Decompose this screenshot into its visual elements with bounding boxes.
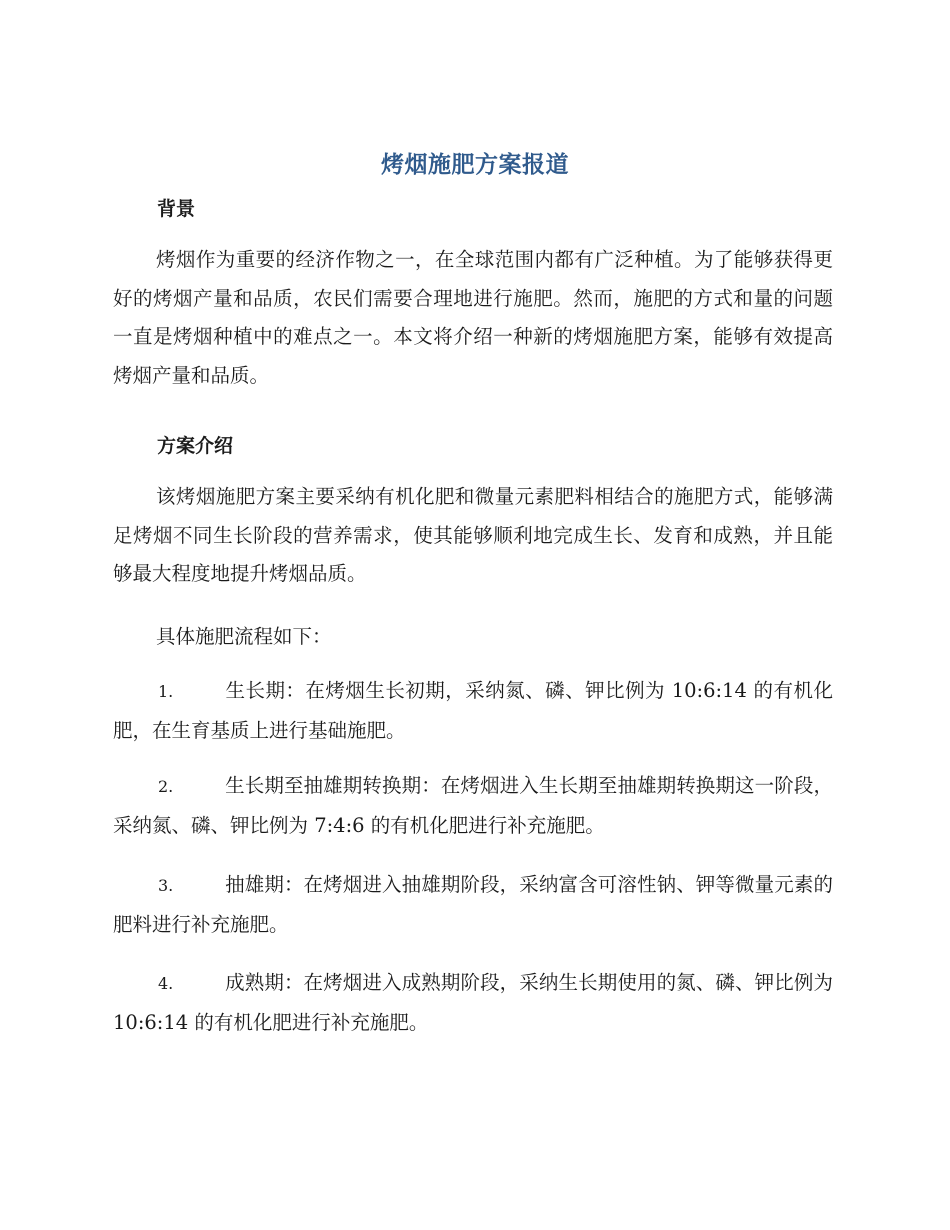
list-item-text: 生长期：在烤烟生长初期，采纳氮、磷、钾比例为 10:6:14 的有机化肥，在生育基质上进行基础施肥。: [113, 679, 833, 742]
list-item: [113, 866, 833, 944]
process-intro-paragraph: 具体施肥流程如下：: [156, 625, 332, 648]
list-item-text: 成熟期：在烤烟进入成熟期阶段，采纳生长期使用的氮、磷、钾比例为 10:6:14 的有机化肥进行补充施肥。: [113, 971, 833, 1034]
list-item: [113, 964, 833, 1042]
list-item-number: 3.: [158, 876, 174, 895]
list-item-number: 4.: [158, 974, 174, 993]
list-item: [113, 767, 833, 845]
list-item-number: 2.: [158, 777, 174, 796]
plan-paragraph: 该烤烟施肥方案主要采纳有机化肥和微量元素肥料相结合的施肥方式，能够满足烤烟不同生长阶段的营养需求，使其能够顺利地完成生长、发育和成熟，并且能够最大程度地提升烤烟品质。: [113, 485, 833, 585]
list-item-text: 抽雄期：在烤烟进入抽雄期阶段，采纳富含可溶性钠、钾等微量元素的肥料进行补充施肥。: [113, 873, 833, 936]
background-paragraph: 烤烟作为重要的经济作物之一，在全球范围内都有广泛种植。为了能够获得更好的烤烟产量和品质，农民们需要合理地进行施肥。然而，施肥的方式和量的问题一直是烤烟种植中的难点之一。本文将介绍一种新的烤烟施肥方案，能够有效提高烤烟产量和品质。: [113, 248, 833, 387]
document-title: 烤烟施肥方案报道: [381, 152, 569, 178]
list-item: [113, 672, 833, 750]
list-item-text: 生长期至抽雄期转换期：在烤烟进入生长期至抽雄期转换期这一阶段，采纳氮、磷、钾比例为 7:4:6 的有机化肥进行补充施肥。: [113, 774, 833, 837]
section-heading-background: 背景: [157, 198, 196, 220]
list-item-number: 1.: [158, 682, 174, 701]
section-heading-plan: 方案介绍: [157, 435, 234, 457]
